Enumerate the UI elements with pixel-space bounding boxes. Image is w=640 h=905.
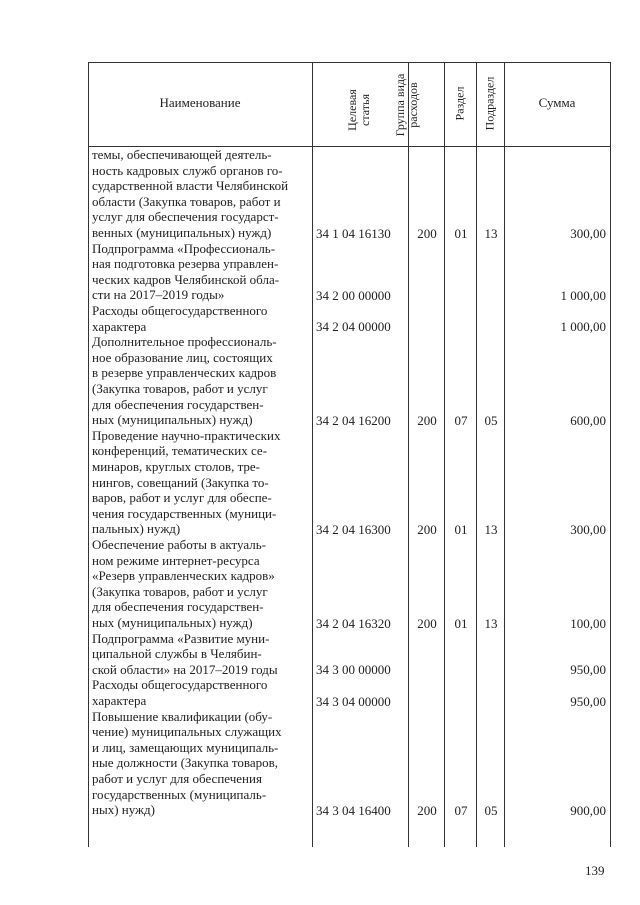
header-group — [394, 73, 422, 137]
row-name-line: характера — [92, 318, 147, 334]
row-name-line: работ и услуг для обеспечения — [92, 770, 262, 786]
row-section: 07 — [454, 412, 468, 428]
row-code: 34 1 04 16130 — [316, 225, 391, 241]
row-name-line: (Закупка товаров, работ и услуг — [92, 583, 268, 599]
row-name-line: в резерве управленческих кадров — [92, 365, 277, 381]
row-name-line: минаров, круглых столов, тре- — [92, 458, 261, 474]
row-name-line: чения государственных (муници- — [92, 505, 277, 521]
header-target-line1: Целевая — [345, 89, 359, 131]
row-name-line: Расходы общегосударственного — [92, 677, 268, 693]
row-code: 34 2 04 16200 — [316, 412, 391, 428]
row-name — [92, 241, 310, 303]
column-divider — [476, 62, 477, 847]
row-name — [92, 709, 310, 818]
row-name-line: венных (муниципальных) нужд) — [92, 224, 272, 240]
row-section: 01 — [454, 615, 468, 631]
header-name: Наименование — [159, 95, 241, 110]
header-target-line2: статья — [358, 94, 372, 126]
row-name-line: для обеспечения государствен- — [92, 396, 264, 412]
header-section: Раздел — [452, 86, 467, 121]
row-name-line: конференций, тематических се- — [92, 443, 268, 459]
row-name — [92, 677, 310, 708]
row-section: 01 — [454, 521, 468, 537]
row-sum: 1 000,00 — [560, 287, 606, 303]
column-divider — [88, 62, 89, 847]
row-name-line: Повышение квалификации (обу- — [92, 708, 273, 724]
row-section: 01 — [454, 225, 468, 241]
row-name — [92, 147, 310, 241]
row-code: 34 3 04 00000 — [316, 693, 391, 709]
row-name-line: ное образование лиц, состоящих — [92, 349, 273, 365]
row-name-line: чение) муниципальных служащих — [92, 724, 282, 740]
column-divider — [610, 62, 611, 847]
row-sum: 1 000,00 — [560, 319, 606, 335]
header-subsection: Подраздел — [482, 76, 497, 131]
row-name-line: Обеспечение работы в актуаль- — [92, 537, 266, 552]
row-code: 34 2 00 00000 — [316, 287, 391, 303]
row-name — [92, 537, 310, 631]
row-sum: 950,00 — [570, 662, 606, 678]
row-name-line: и лиц, замещающих муниципаль- — [92, 739, 279, 755]
row-subsection: 05 — [484, 412, 498, 428]
row-group: 200 — [417, 802, 437, 818]
row-name-line: (Закупка товаров, работ и услуг — [92, 380, 268, 396]
row-name — [92, 428, 310, 537]
row-sum: 300,00 — [570, 521, 606, 537]
row-name-line: варов, работ и услуг для обеспе- — [92, 490, 272, 506]
row-name-line: сти на 2017–2019 годы» — [92, 287, 225, 303]
row-name-line: Дополнительное профессиональ- — [92, 334, 277, 350]
column-divider — [408, 62, 409, 847]
row-name — [92, 334, 310, 428]
page-number: 139 — [585, 863, 605, 878]
row-code: 34 2 04 16300 — [316, 521, 391, 537]
row-name-line: ном режиме интернет-ресурса — [92, 552, 260, 568]
row-subsection: 13 — [484, 225, 498, 241]
row-group: 200 — [417, 521, 437, 537]
row-sum: 300,00 — [570, 225, 606, 241]
column-divider — [312, 62, 313, 847]
column-divider — [444, 62, 445, 847]
row-section: 07 — [454, 802, 468, 818]
row-name-line: Подпрограмма «Профессиональ- — [92, 240, 276, 256]
row-name-line: услуг для обеспечения государст- — [92, 209, 279, 225]
row-name-line: ных) нужд) — [92, 802, 155, 818]
row-group: 200 — [417, 615, 437, 631]
row-sum: 100,00 — [570, 615, 606, 631]
row-name-line: ципальной службы в Челябин- — [92, 646, 262, 662]
header-group-line2: расходов — [406, 82, 420, 128]
row-name-line: для обеспечения государствен- — [92, 599, 264, 615]
row-name-line: Проведение научно-практических — [92, 427, 281, 443]
row-name-line: нингов, совещаний (Закупка то- — [92, 474, 269, 490]
row-sum: 600,00 — [570, 412, 606, 428]
row-name — [92, 631, 310, 678]
row-name-line: пальных) нужд) — [92, 521, 181, 537]
row-code: 34 3 00 00000 — [316, 662, 391, 678]
row-name-line: области (Закупка товаров, работ и — [92, 193, 281, 209]
header-sum: Сумма — [538, 95, 576, 110]
row-name-line: «Резерв управленческих кадров» — [92, 568, 275, 584]
row-name-line: характера — [92, 692, 147, 708]
row-name — [92, 303, 310, 334]
row-sum: 900,00 — [570, 802, 606, 818]
row-name-line: ской области» на 2017–2019 годы — [92, 661, 278, 677]
header-group-line1: Группа вида — [393, 73, 407, 137]
row-name-line: ческих кадров Челябинской обла- — [92, 271, 280, 287]
row-name-line: ные должности (Закупка товаров, — [92, 755, 279, 771]
row-name-line: сударственной власти Челябинской — [92, 178, 289, 194]
row-name-line: Подпрограмма «Развитие муни- — [92, 630, 270, 646]
header-target — [346, 60, 374, 160]
row-group: 200 — [417, 225, 437, 241]
row-name-line: Расходы общегосударственного — [92, 303, 268, 318]
row-name-line: ных (муниципальных) нужд) — [92, 614, 253, 630]
row-code: 34 2 04 16320 — [316, 615, 391, 631]
row-name-line: ность кадровых служб органов го- — [92, 162, 283, 178]
row-name-line: государственных (муниципаль- — [92, 786, 267, 802]
row-name-line: темы, обеспечивающей деятель- — [92, 147, 272, 162]
row-group: 200 — [417, 412, 437, 428]
row-code: 34 2 04 00000 — [316, 319, 391, 335]
row-code: 34 3 04 16400 — [316, 802, 391, 818]
row-sum: 950,00 — [570, 693, 606, 709]
row-subsection: 13 — [484, 615, 498, 631]
row-name-line: ная подготовка резерва управлен- — [92, 256, 279, 272]
row-name-line: ных (муниципальных) нужд) — [92, 412, 253, 428]
row-subsection: 13 — [484, 521, 498, 537]
column-divider — [504, 62, 505, 847]
row-subsection: 05 — [484, 802, 498, 818]
